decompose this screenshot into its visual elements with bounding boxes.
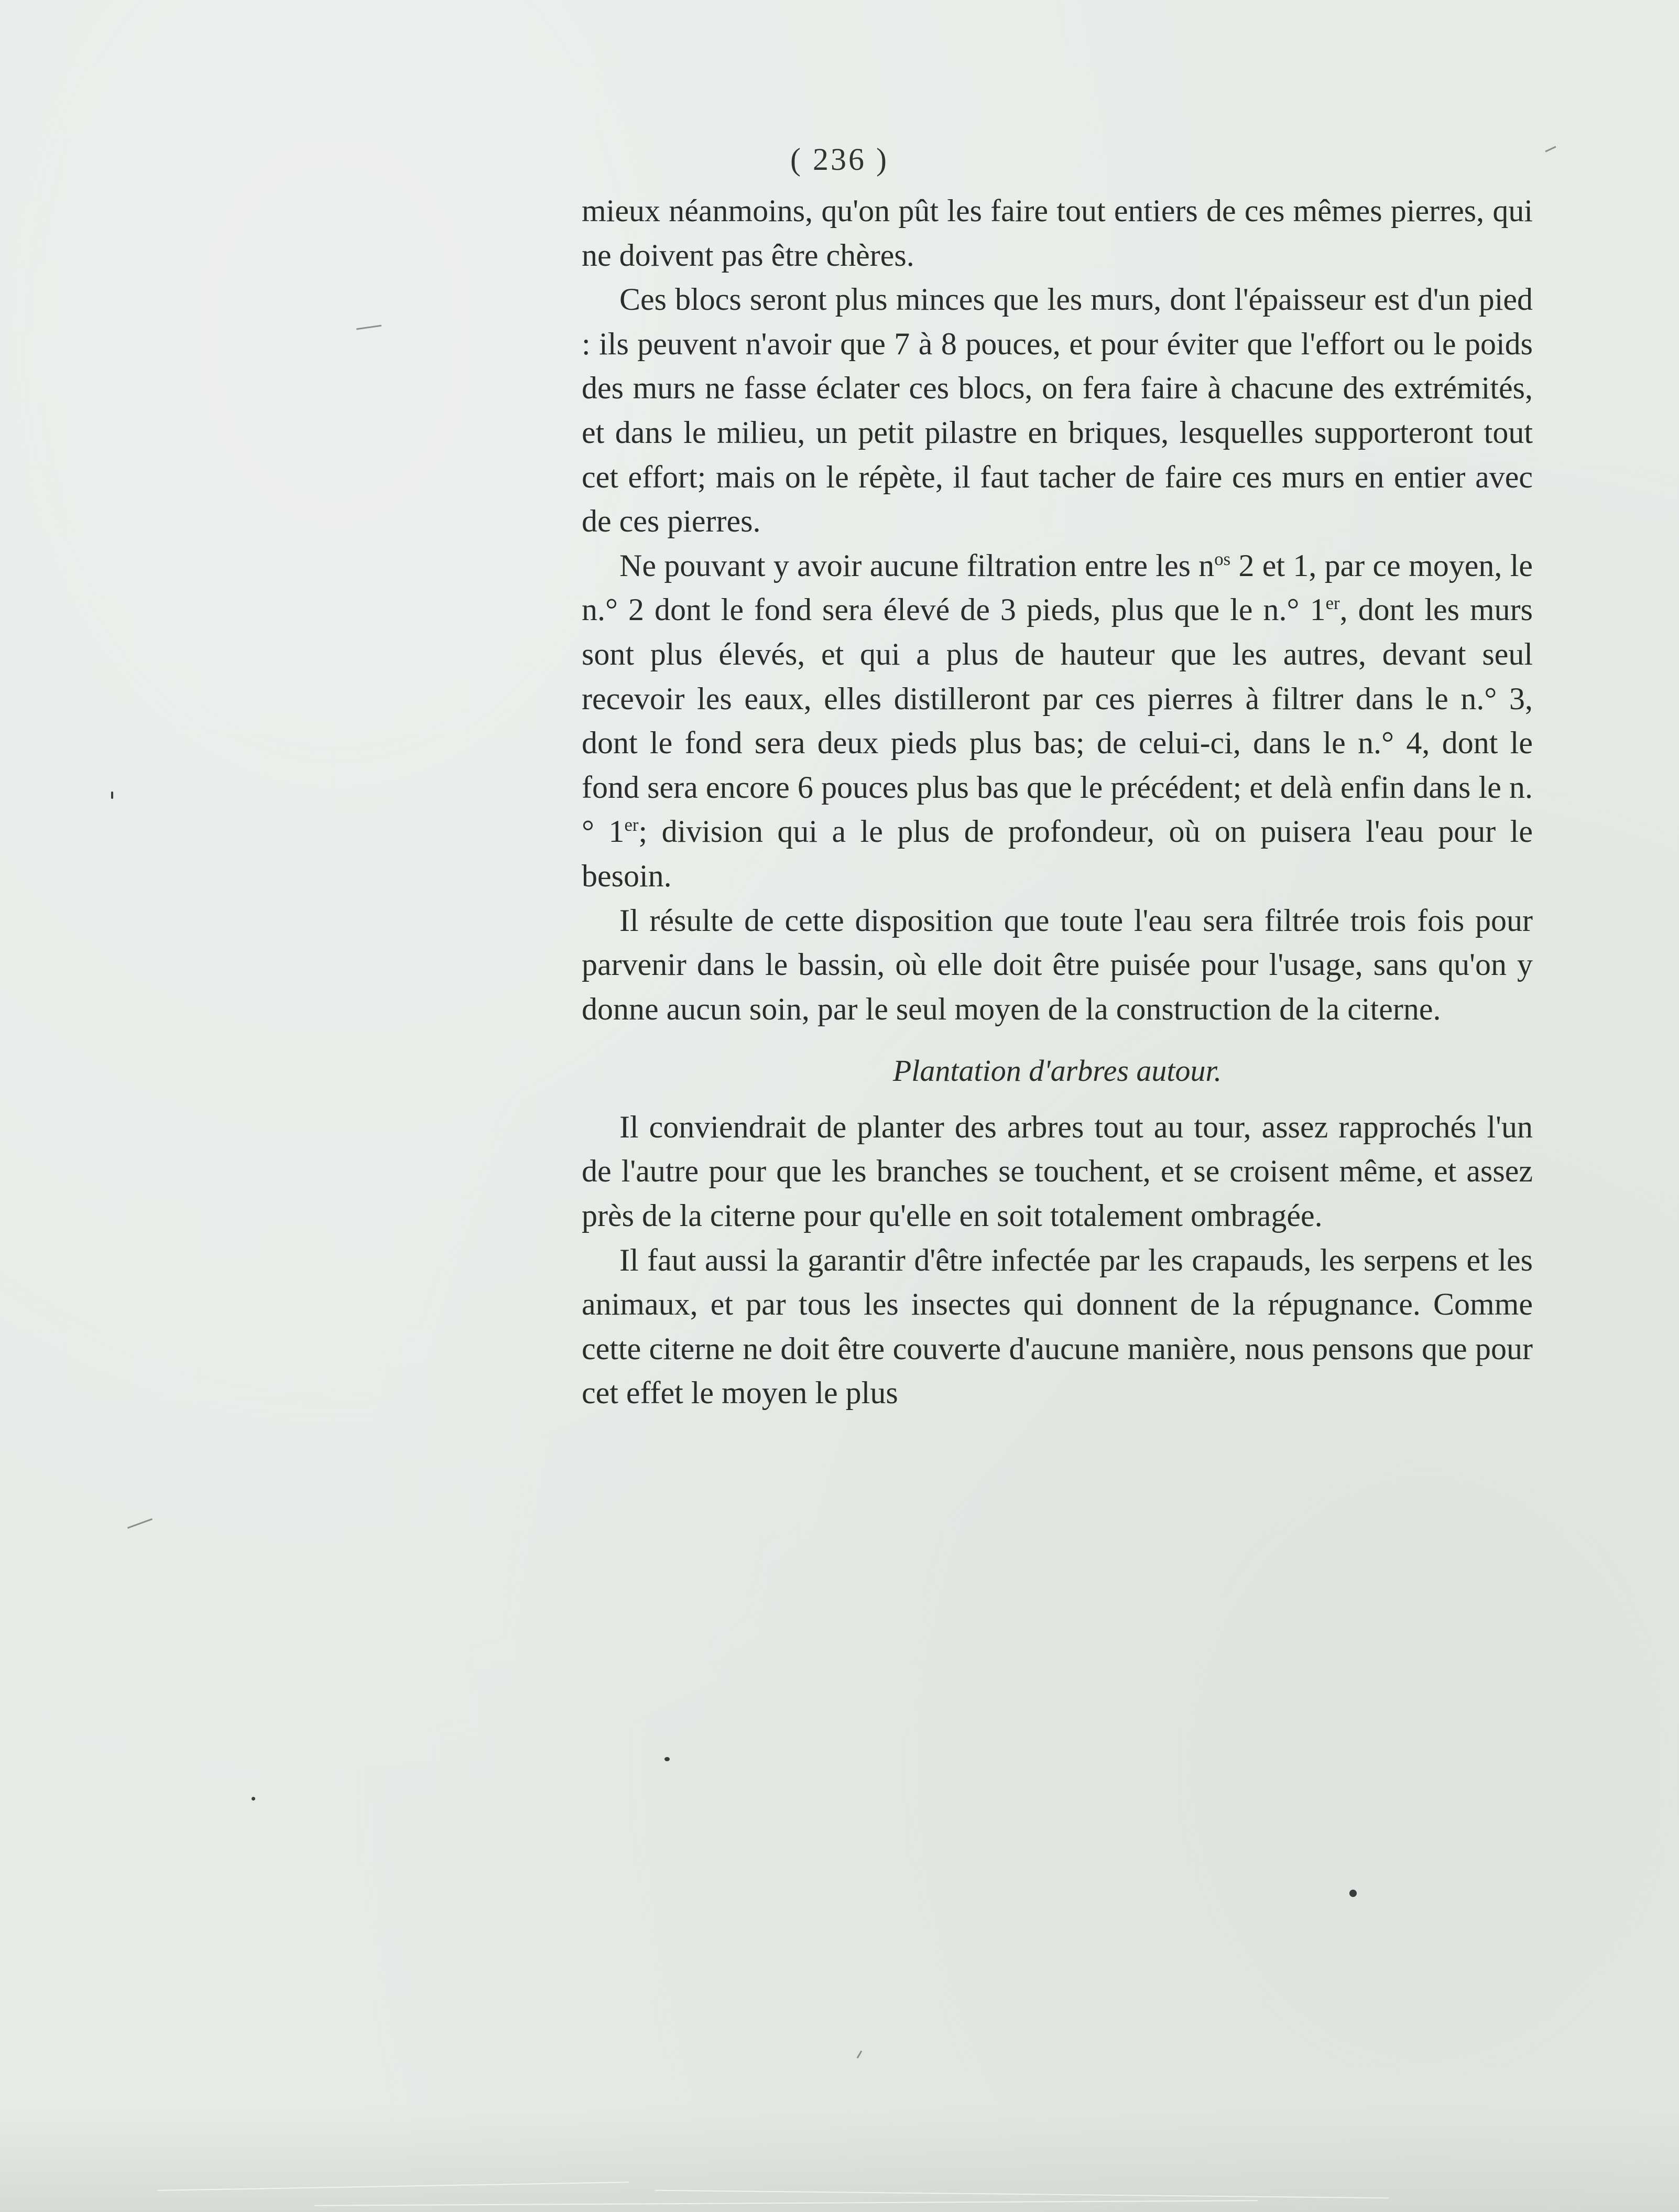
paragraph-result: Il résulte de cette disposition que toute l'eau sera filtrée trois fois pour parvenir dans le bassin, où elle doit être puisée pour l'usage, sans qu'on y donne aucun soin, par le seul moyen de la construction de la citerne. (582, 903, 1533, 1026)
paragraph-blocs: Ces blocs seront plus minces que les murs, dont l'épaisseur est d'un pied : ils peuvent n'avoir que 7 à 8 pouces, et pour éviter que l'effort ou le poids des murs ne fasse éclater ces blocs, on fera faire à chacune des extrémités, et dans le milieu, un petit pilastre en briques, lesquelles supporteront tout cet effort; mais on le répète, il faut tacher de faire ces murs en entier avec de ces pierres. (582, 282, 1533, 539)
paragraph-protection: Il faut aussi la garantir d'être infectée par les crapauds, les serpens et les animaux, et par tous les insectes qui donnent de la répugnance. Comme cette citerne ne doit être couverte d'aucune manière, nous pensons que pour cet effet le moyen le plus (582, 1242, 1533, 1411)
superscript-os: os (1214, 548, 1231, 569)
paper-speck (111, 791, 113, 799)
paper-bottom-edge (0, 2107, 1679, 2212)
page-number: ( 236 ) (790, 142, 889, 177)
superscript-er-1: er (1325, 593, 1340, 614)
paper-fiber (157, 2182, 629, 2191)
section-heading: Plantation d'arbres autour. (892, 1054, 1222, 1088)
paragraph-filtration-part-b: 2 et 1, par ce moyen, le n.° 2 dont le fond sera élevé de 3 pieds, plus que le n.° 1 (582, 548, 1533, 627)
paper-fiber (314, 2200, 1258, 2206)
paragraph-continued: mieux néanmoins, qu'on pût les faire tout entiers de ces mêmes pierres, qui ne doivent pas être chères. (582, 193, 1533, 273)
superscript-er-2: er (624, 815, 639, 836)
paragraph-filtration (582, 544, 1533, 898)
paper-fiber (655, 2190, 1389, 2199)
paragraph-filtration-part-d: ; division qui a le plus de profondeur, où on puisera l'eau pour le besoin. (582, 814, 1533, 893)
paragraph-filtration-part-a: Ne pouvant y avoir aucune filtration entre les n (619, 548, 1215, 583)
paper-speck (252, 1797, 255, 1801)
paper-scratch (127, 1519, 152, 1529)
body-text (582, 189, 1533, 1415)
paragraph-filtration-part-c: , dont les murs sont plus élevés, et qui a plus de hauteur que les autres, devant seul recevoir les eaux, elles distilleront par ces pierres à filtrer dans le n.° 3, dont le fond sera deux pieds plus bas; de celui-ci, dans le n.° 4, dont le fond sera encore 6 pouces plus bas que le précédent; et delà enfin dans le n.° 1 (582, 592, 1533, 849)
paper-scratch (356, 325, 381, 330)
paper-speck (1349, 1890, 1357, 1897)
paragraph-trees: Il conviendrait de planter des arbres tout au tour, assez rapprochés l'un de l'autre pour que les branches se touchent, et se croisent même, et assez près de la citerne pour qu'elle en soit totalement ombragée. (582, 1109, 1533, 1233)
paper-speck (664, 1757, 670, 1761)
paper-scratch (857, 2051, 863, 2058)
